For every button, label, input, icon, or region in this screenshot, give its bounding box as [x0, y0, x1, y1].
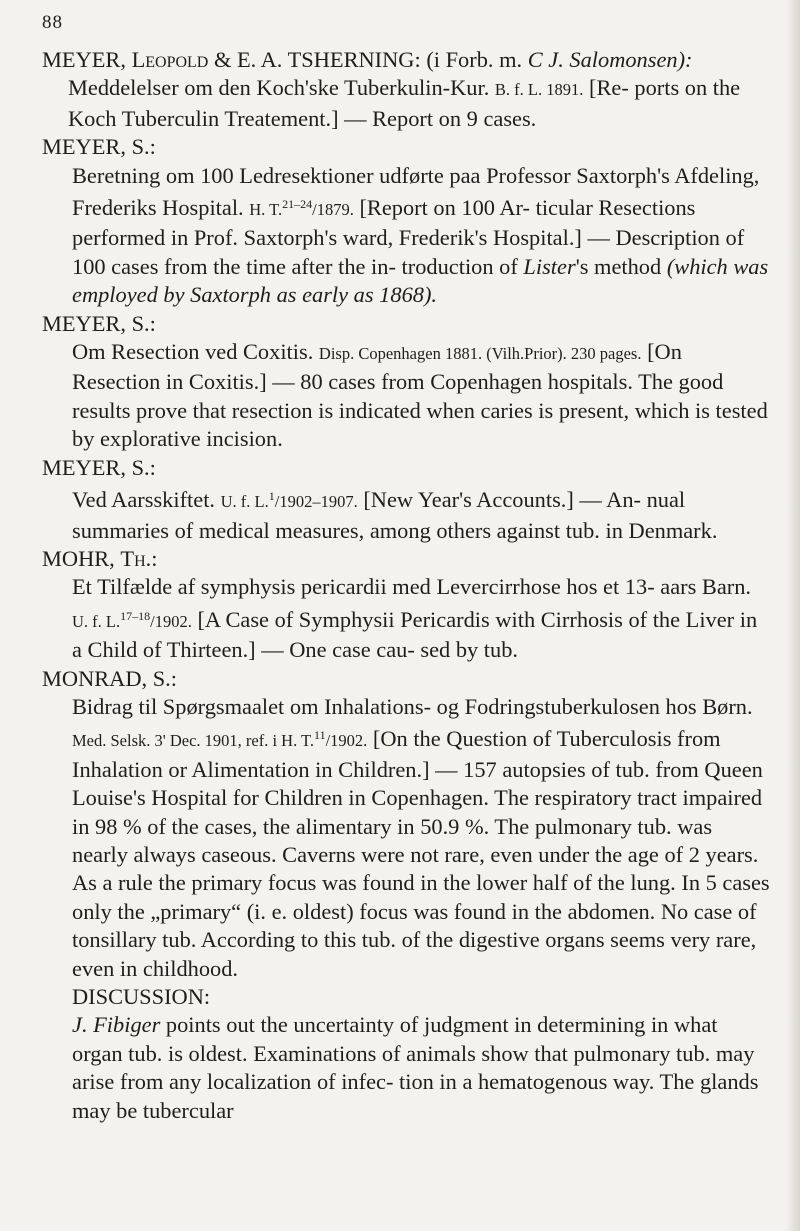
entry-meyer-s-aarsskiftet: [42, 454, 772, 545]
entry-author: MEYER, S.:: [42, 134, 156, 160]
entry-meyer-s-beretning: [42, 133, 772, 309]
entry-author-names: Leopold & E. A.: [131, 47, 283, 72]
discussion-text: points out the uncertainty of judgment in determining in what organ tub. is oldest. Examinations of animals show that pulmonary tub. may arise from any localization of infec- tion in a hematogenous way. The glands may be tubercular: [72, 1012, 759, 1123]
entry-editor: C J. Salomonsen):: [527, 47, 693, 72]
entry-translation: [A Case of Symphysii Pericardis with Cirrhosis of the Liver in a Child of Thirteen.] — One case cau- sed by tub.: [72, 606, 758, 663]
entry-author: MEYER, S.:: [42, 454, 156, 480]
entry-title: Meddelelser om den Koch'ske Tuberkulin-Kur.: [68, 75, 490, 101]
entry-reference-sup: 1: [268, 489, 275, 504]
entry-author: MEYER, S.:: [42, 310, 156, 336]
entry-body: [72, 573, 772, 664]
entry-translation: [Re- ports on the Koch Tuberculin Treatement.] — Report on 9 cases.: [68, 75, 741, 131]
entry-author: MEYER,: [42, 47, 126, 72]
entry-reference: Disp. Copenhagen 1881. (Vilh.Prior). 230 pages.: [318, 344, 642, 364]
entry-author-initial: Th.:: [120, 545, 158, 571]
entry-body: [72, 162, 772, 310]
entry-translation: [Report on 100 Ar- ticular Resections performed in Prof. Saxtorph's ward, Frederik's Hospital.] — Description of 100 cases from the time after the in- troduction of: [72, 195, 745, 279]
entry-method: 's method: [575, 253, 662, 279]
entry-author-tail: TSHERNING:: [287, 47, 421, 72]
entry-reference-sup: 11: [314, 728, 326, 743]
entry-title: Bidrag til Spørgsmaalet om Inhalations- og Fodringstuberkulosen hos Børn.: [72, 693, 753, 719]
entry-author: MONRAD, S.:: [42, 665, 177, 691]
entry-reference: U. f. L.: [220, 492, 269, 512]
entry-translation: [On the Question of Tuberculosis from Inhalation or Alimentation in Children.] — 157 autopsies of tub. from Queen Louise's Hospital for Children in Copenhagen. The respiratory tract impaired in 98 % of the cases, the alimentary in 50.9 %. The pulmonary tub. was nearly always caseous. Caverns were not rare, even under the age of 2 years. As a rule the primary focus was found in the lower half of the lung. In 5 cases only the „primary“ (i. e. oldest) focus was found in the abdomen. No case of tonsillary tub. According to this tub. of the digestive organs seems very rare, even in childhood.: [72, 726, 770, 981]
page-number: 88: [42, 12, 63, 33]
entry-translation: [On Resection in Coxitis.] — 80 cases from Copenhagen hospitals. The good results prove that resection is indicated when caries is present, which is tested by explorative incision.: [72, 339, 768, 452]
entry-reference-sup: 17–18: [120, 608, 151, 623]
entry-body: [72, 338, 772, 454]
entry-mohr: [42, 545, 772, 665]
entry-reference-year: /1902–1907.: [274, 492, 358, 512]
bibliography-column: [42, 46, 772, 1125]
discussion-label: DISCUSSION:: [72, 984, 211, 1009]
entry-author: MOHR,: [42, 545, 115, 571]
entry-body: [72, 482, 772, 545]
entry-title: Beretning om 100 Ledresektioner udførte paa Professor Saxtorph's Afdeling, Frederiks Hospital.: [72, 162, 760, 221]
entry-reference: B. f. L. 1891.: [494, 80, 584, 100]
page-edge-shadow: [786, 0, 800, 1231]
entry-reference-year: /1879.: [312, 200, 354, 220]
entry-meyer-s-coxitis: [42, 310, 772, 454]
entry-body: [72, 693, 772, 983]
entry-title: Om Resection ved Coxitis.: [72, 339, 314, 365]
entry-monrad: [42, 665, 772, 1126]
entry-title: Et Tilfælde af symphysis pericardii med Levercirrhose hos et 13- aars Barn.: [72, 574, 752, 600]
entry-text-part: (i Forb. m.: [426, 47, 523, 72]
entry-reference-sup: 21–24: [282, 197, 313, 212]
entry-italic-note: (which was employed by Saxtorph as early as 1868).: [72, 253, 769, 308]
entry-title: Ved Aarsskiftet.: [72, 487, 216, 513]
entry-author-line: [42, 545, 772, 573]
entry-reference: U. f. L.: [72, 611, 121, 631]
entry-meyer-leopold: [42, 46, 772, 133]
entry-reference: H. T.: [249, 200, 283, 220]
entry-lister: Lister: [523, 253, 576, 279]
discussion-body: [72, 1011, 772, 1125]
entry-reference: Med. Selsk. 3' Dec. 1901, ref. i H. T.: [72, 731, 315, 751]
entry-translation: [New Year's Accounts.] — An- nual summaries of medical measures, among others against tub. in Denmark.: [72, 487, 718, 543]
entry-reference-year: /1902.: [150, 611, 192, 631]
entry-reference-year: /1902.: [325, 731, 368, 751]
entry-text: [42, 46, 772, 133]
discussant: J. Fibiger: [72, 1012, 161, 1038]
